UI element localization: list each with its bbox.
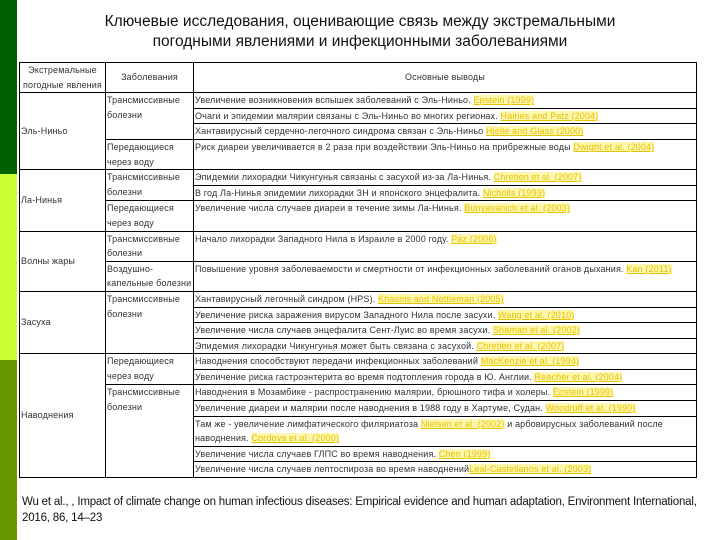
citation-link[interactable]: Paz (2006) [451,233,497,244]
event-cell: Засуха [20,291,106,353]
finding-cell [194,307,697,323]
table-row [20,139,697,169]
event-cell: Эль-Ниньо [20,93,106,170]
citation-link[interactable]: Kan (2011) [626,263,672,274]
finding-cell [194,323,697,339]
finding-cell [194,338,697,354]
citation-link[interactable]: Shaman et al. (2002) [492,325,580,336]
table-row [20,201,697,231]
citation-link[interactable]: Woodruff et al. (1990) [545,403,636,414]
finding-cell [194,261,697,291]
citation-link[interactable]: Dwight et al. (2004) [573,141,655,152]
disease-cell: Передающиеся через воду [106,354,194,385]
finding-text: Увеличение возникновения вспышек заболеваний с Эль-Ниньо. [195,95,474,106]
decor-strip-olive [0,360,17,540]
finding-text: Увеличение диареи и малярии после наводнения в 1988 году в Хартуме, Судан. [195,403,546,414]
finding-text: Увеличение риска гастроэнтерита во время подтопления города в Ю. Англии. [195,371,535,382]
citation-link[interactable]: Nielsen et al. (2002) [420,418,505,429]
finding-cell [194,231,697,261]
table-row [20,354,697,370]
disease-cell: Трансмиссивные болезни [106,291,194,353]
table-row [20,231,697,261]
finding-text: и арбовирусных заболеваний после наводнения. [195,418,663,444]
citation-link[interactable]: Leal-Castellanos et al. (2003) [469,464,592,475]
finding-text: Начало лихорадки Западного Нила в Израиле в 2000 году. [195,233,452,244]
citation-link[interactable]: Nicholls (1993) [482,187,546,198]
slide-title [20,12,700,52]
studies-table [19,62,697,478]
table-header-row [20,63,697,93]
citation-link[interactable]: Hjelle and Glass (2000) [485,126,584,137]
finding-cell [194,446,697,462]
header-events: Экстремальные погодные явления [20,63,106,93]
finding-text: Очаги и эпидемии малярии связаны с Эль-Ниньо во многих регионах. [195,110,501,121]
finding-text: В год Ла-Нинья эпидемии лихорадки ЗН и японского энцефалита. [195,187,483,198]
finding-cell [194,185,697,201]
finding-text: Увеличение числа случаев ГЛПС во время наводнения. [195,448,439,459]
citation-link[interactable]: MacKenzie et al. (1994) [480,356,580,367]
title-line-2: погодными явлениями и инфекционными заболеваниями [152,33,568,50]
disease-cell: Передающиеся через воду [106,201,194,231]
finding-text: Хантавирусный сердечно-легочного синдрома связан с Эль-Ниньо [195,126,486,137]
event-cell: Ла-Нинья [20,170,106,231]
finding-text: Увеличение числа случаев лептоспироза во время наводнений [195,464,470,475]
citation-link[interactable]: Reacher et al. (2004) [534,371,623,382]
citation-link[interactable]: Epstein (1999) [473,95,535,106]
citation-link[interactable]: Chretien et al. (2007) [476,340,565,351]
disease-cell: Трансмиссивные болезни [106,385,194,478]
finding-cell [194,291,697,307]
title-line-1: Ключевые исследования, оценивающие связь между экстремальными [104,13,616,30]
event-cell: Волны жары [20,231,106,291]
finding-text: Эпидемии лихорадки Чикунгунья связаны с засухой из-за Ла-Нинья. [195,172,494,183]
disease-cell: Воздушно-капельные болезни [106,261,194,291]
disease-cell: Трансмиссивные болезни [106,93,194,140]
header-findings: Основные выводы [194,63,697,93]
finding-cell [194,93,697,109]
finding-cell [194,401,697,417]
finding-text: Хантавирусный легочный синдром (HPS). [195,293,379,304]
finding-cell [194,108,697,124]
finding-text: Увеличение числа случаев диареи в течение зимы Ла-Нинья. [195,203,465,214]
finding-text: Наводнения в Мозамбике - распространению малярии, брюшного тифа и холеры. [195,387,553,398]
finding-text: Там же - увеличение лимфатического филяриатоза [195,418,421,429]
source-citation: Wu et al., , Impact of climate change on human infectious diseases: Empirical evidence and human adaptation, Environment International, 2016, 86, 14–23 [22,496,697,524]
finding-cell [194,462,697,478]
disease-cell: Трансмиссивные болезни [106,231,194,261]
table-row [20,385,697,401]
finding-cell [194,385,697,401]
citation-link[interactable]: Cordova et al. (2000) [251,433,340,444]
event-cell: Наводнения [20,354,106,478]
citation-link[interactable]: Chretien et al. (2007) [493,172,582,183]
citation-link[interactable]: Khasnis and Nettleman (2005) [378,293,504,304]
citation-link[interactable]: Chen (1999) [438,448,491,459]
table-row [20,170,697,186]
finding-text: Риск диареи увеличивается в 2 раза при воздействии Эль-Ниньо на прибрежные воды [195,141,574,152]
citation-link[interactable]: Haines and Patz (2004) [500,110,599,121]
citation-link[interactable]: Bunyavanich et al. (2003) [464,203,570,214]
finding-cell [194,201,697,231]
decor-strip-lime [0,174,17,360]
finding-text: Наводнения способствуют передачи инфекционных заболеваний [195,356,481,367]
finding-text: Увеличение числа случаев энцефалита Сент-Луис во время засухи. [195,325,493,336]
disease-cell: Передающиеся через воду [106,139,194,169]
table-row [20,261,697,291]
finding-text: Эпидемия лихорадки Чикунгунья может быть связана с засухой. [195,340,477,351]
finding-cell [194,124,697,140]
table-row [20,93,697,109]
finding-cell [194,354,697,370]
citation-link[interactable]: Wang et al. (2010) [498,309,575,320]
decor-strip-dark-green [0,0,17,174]
header-diseases: Заболевания [106,63,194,93]
citation-link[interactable]: Epstein (1999) [552,387,614,398]
finding-text: Повышение уровня заболеваемости и смертности от инфекционных заболеваний оганов дыхания. [195,263,627,274]
finding-cell [194,170,697,186]
table-row [20,291,697,307]
finding-cell [194,139,697,169]
finding-cell [194,369,697,385]
finding-cell [194,416,697,446]
finding-text: Увеличение риска заражения вирусом Западного Нила после засухи. [195,309,499,320]
disease-cell: Трансмиссивные болезни [106,170,194,201]
